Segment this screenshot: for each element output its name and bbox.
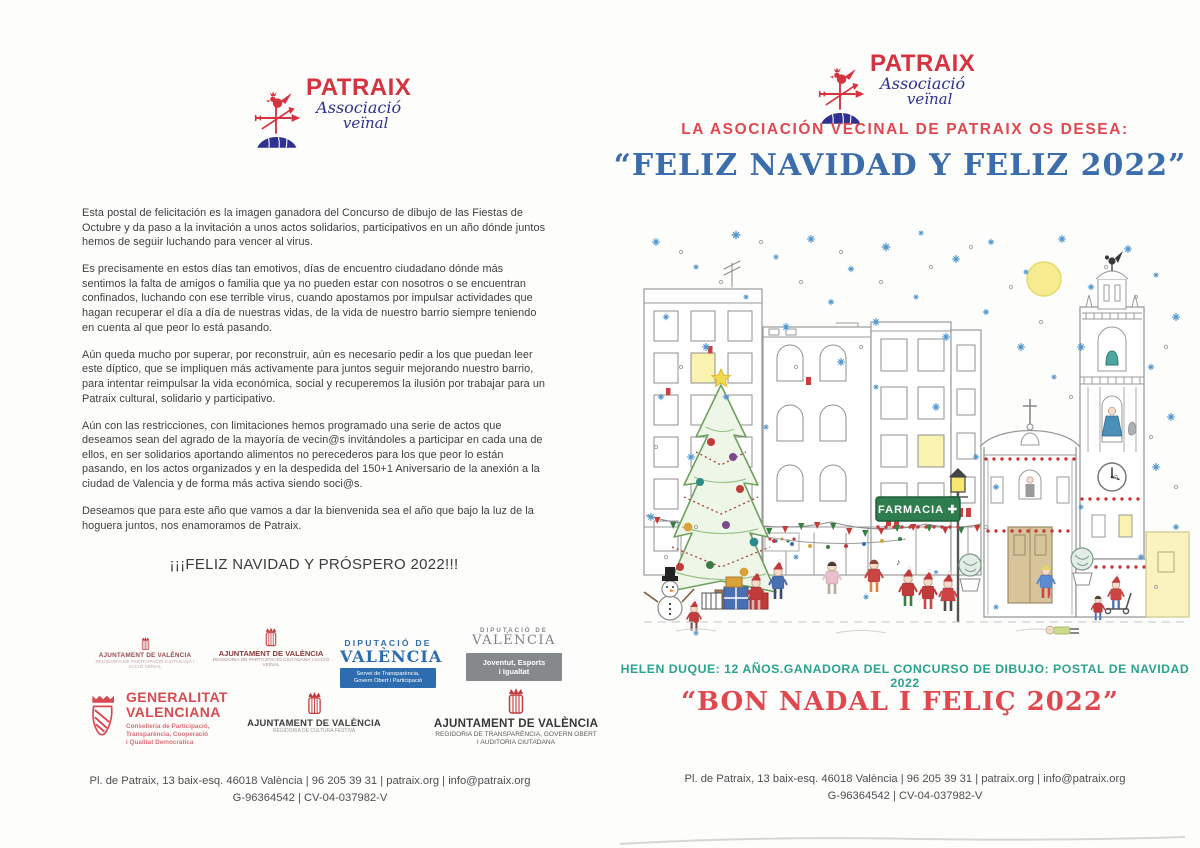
logo-diputacio-transparencia: [340, 638, 443, 688]
logo-ajuntament-valencia-small: [88, 636, 202, 669]
brand-name: PATRAIX: [306, 74, 412, 101]
ground: [644, 622, 1184, 633]
footer-left: [60, 773, 560, 806]
logo-subtitle: REGIDORIA DE TRANSPARÈNCIA, GOVERN OBERT I AUDITORIA CIUTADANA: [435, 731, 597, 746]
patraix-logo-text: [306, 76, 411, 131]
footer-registry: G-96364542 | CV-04-037982-V: [827, 789, 983, 802]
logo-subtitle: REGIDORIA DE CULTURA FESTIVA: [272, 728, 356, 734]
logo-title: AJUNTAMENT DE VALÈNCIA: [433, 717, 599, 730]
patraix-logo-text: [870, 52, 975, 107]
logo-ajuntament-govern-obert: [418, 686, 614, 747]
logo-diputacio-joventut: [466, 627, 562, 681]
ajuntament-crest-icon: [505, 686, 527, 716]
logo-ajuntament-cultura-festiva: [246, 690, 382, 734]
church: [980, 399, 1080, 617]
paragraph: Deseamos que para este año que vamos a dar la bienvenida sea el año que bajo la luz de la hoguera juntos, nos enamoramos de Patraix.: [82, 505, 534, 532]
ajuntament-crest-icon: [263, 626, 279, 648]
logo-title: DIPUTACIÓ DE: [480, 627, 548, 634]
logo-banner: Servei de Transparència, Govern Obert i Participació: [340, 668, 436, 688]
logo-title: DIPUTACIÓ DE: [344, 638, 432, 648]
logo-title-2: VALÈNCIA: [340, 647, 443, 666]
paragraph: Es precisamente en estos días tan emotivos, días de encuentro ciudadano dónde más sentimos la falta de amigos o familia que ya no pueden estar con nosotros o se encuentran confinados, luchando con ese terrible virus, cuando apostamos por impulsar actividades que hagan recuperar el día a día de nuestras vidas, de la vida de nuestro barrio siempre teniendo en cuenta al que peor lo está pasando.: [82, 263, 537, 334]
paragraph: Esta postal de felicitación es la imagen ganadora del Concurso de dibujo de las Fiestas de Octubre y da paso a la invitación a unos actos solidarios, participativos en un año dónde juntos hemos de seguir luchando para vencer al virus.: [82, 207, 546, 249]
moon: [1027, 262, 1061, 296]
feliz-navidad-headline: “FELIZ NAVIDAD Y FELIZ 2022”: [613, 148, 1187, 183]
farmacia-sign-text: FARMACIA ✚: [878, 504, 958, 516]
patraix-logo-left: [248, 76, 411, 154]
yellow-wall: [1146, 532, 1189, 617]
brand-subtitle-2: veïnal: [342, 114, 389, 132]
christmas-drawing: [636, 227, 1192, 643]
logo-subtitle: REGIDORIA DE PARTICIPACIÓ CIUTADANA I ACCIÓ VEÏNAL: [212, 658, 330, 668]
logo-title-2: VALÈNCIA: [472, 633, 556, 648]
farmacia-sign: [876, 497, 960, 521]
ajuntament-crest-icon: [140, 636, 151, 651]
logo-title: GENERALITAT: [126, 689, 228, 705]
footer-right: [645, 771, 1165, 804]
left-headline: ¡¡¡FELIZ NAVIDAD Y PRÓSPERO 2022!!!: [169, 556, 459, 573]
logo-title: AJUNTAMENT DE VALÈNCIA: [218, 649, 324, 658]
letter-body: [82, 206, 546, 546]
patraix-weathervane-icon: [812, 58, 868, 130]
logo-title: AJUNTAMENT DE VALÈNCIA: [98, 652, 192, 659]
generalitat-emblem-icon: [84, 690, 120, 742]
logo-ajuntament-participacio: [212, 626, 330, 668]
logo-title: AJUNTAMENT DE VALÈNCIA: [247, 717, 381, 728]
brand-subtitle-2: veïnal: [906, 90, 953, 108]
kid-figure: [687, 599, 701, 631]
logo-subtitle: REGIDORIA DE PARTICIPACIÓ CIUTADANA I ACCIÓ VEÏNAL: [95, 659, 195, 669]
scan-edge-artifact: [600, 828, 1200, 848]
patraix-logo-right: [812, 52, 975, 130]
logo-banner: Joventut, Esports i Igualtat: [466, 653, 562, 681]
ajuntament-crest-icon: [305, 690, 324, 716]
paragraph: Aún queda mucho por superar, por reconstruir, aún es necesario pedir a los que puedan leer este díptico, que se impliquen más activamente para juntos seguir mejorando nuestro barrio, para intentar reimpulsar la vida económica, social y recuperemos la ilusión por trabajar para un Patraix cultural, solidario y participativo.: [82, 348, 546, 405]
footer-registry: G-96364542 | CV-04-037982-V: [232, 791, 388, 804]
brand-subtitle-1: Associació: [316, 98, 402, 117]
footer-address: Pl. de Patraix, 13 baix-esq. 46018 València | 96 205 39 31 | patraix.org | info@patraix.org: [89, 775, 531, 787]
kid-figure: [939, 571, 957, 611]
patraix-weathervane-icon: [248, 82, 304, 154]
brand-name: PATRAIX: [870, 50, 976, 77]
logo-subtitle: Conselleria de Participació, Transparència, Cooperació i Qualitat Democràtica: [126, 723, 210, 746]
greeting-intro: LA ASOCIACIÓN VECINAL DE PATRAIX OS DESEA:: [681, 121, 1129, 138]
brand-subtitle-1: Associació: [880, 74, 966, 93]
footer-address: Pl. de Patraix, 13 baix-esq. 46018 València | 96 205 39 31 | patraix.org | info@patraix.org: [684, 773, 1126, 785]
contest-winner-line: HELEN DUQUE: 12 AÑOS.GANADORA DEL CONCURSO DE DIBUJO: POSTAL DE NAVIDAD 2022: [620, 662, 1190, 690]
bon-nadal-greeting: “BON NADAL I FELIÇ 2022”: [681, 687, 1119, 717]
music-note: ♪: [896, 557, 901, 567]
logo-title-2: VALENCIANA: [126, 703, 221, 720]
paragraph: Aún con las restricciones, con limitaciones hemos programado una serie de actos que deseamos sean del agrado de la mayoría de vecin@s invitándoles a participar en cada una de ellos, en ser solidarios aportando alimentos no perecederos para los que peor lo están pasando, en los actos organizados y en la despedida del 150+1 Aniversario de la anexión a la ciudad de Valencia y de forma más activa siendo soci@s.: [82, 419, 543, 490]
